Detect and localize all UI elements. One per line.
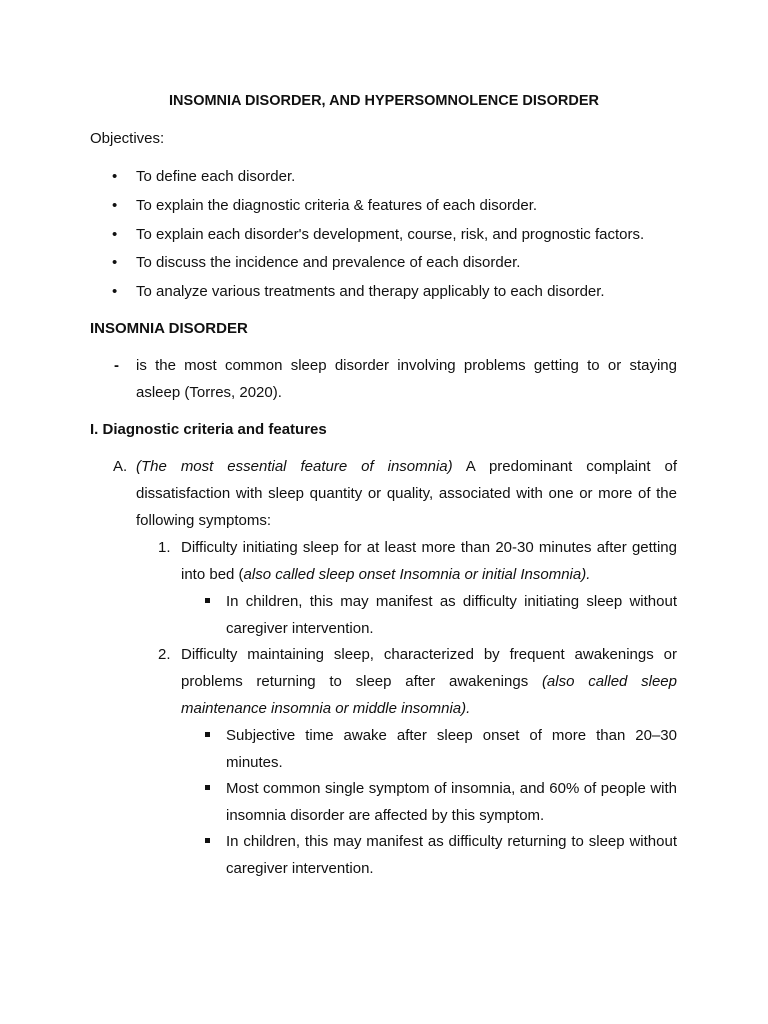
bullet-dot-icon: • [112, 254, 118, 271]
objectives-label: Objectives: [90, 130, 165, 147]
criteria-heading: I. Diagnostic criteria and features [90, 421, 327, 438]
square-bullet-icon [205, 598, 210, 603]
item-1-sub-text: In children, this may manifest as difficulty initiating sleep without caregiver intervention. [226, 593, 677, 637]
item-2-marker: 2. [158, 646, 171, 663]
bullet-dot-icon: • [112, 283, 118, 300]
item-1-marker: 1. [158, 539, 171, 556]
item-1-italic: also called sleep onset Insomnia or initial Insomnia). [243, 566, 591, 583]
item-2-sub-text: In children, this may manifest as difficulty returning to sleep without caregiver intervention. [226, 833, 677, 877]
insomnia-heading: INSOMNIA DISORDER [90, 320, 248, 337]
dash-marker: - [114, 357, 119, 374]
objective-text: To explain each disorder's development, course, risk, and prognostic factors. [136, 226, 645, 243]
item-a-marker: A. [113, 458, 128, 475]
square-bullet-icon [205, 838, 210, 843]
item-2-italic: (also called sleep maintenance insomnia or middle insomnia). [181, 673, 677, 717]
document-title: INSOMNIA DISORDER, AND HYPERSOMNOLENCE DISORDER [169, 93, 599, 109]
item-2-text [181, 641, 677, 722]
bullet-dot-icon: • [112, 168, 118, 185]
item-2-sub-text: Most common single symptom of insomnia, and 60% of people with insomnia disorder are affected by this symptom. [226, 780, 677, 824]
item-a-italic-lead: (The most essential feature of insomnia) [136, 458, 453, 475]
square-bullet-icon [205, 785, 210, 790]
objective-text: To explain the diagnostic criteria & features of each disorder. [136, 197, 538, 214]
item-a-body: A predominant complaint of dissatisfaction with sleep quantity or quality, associated with one or more of the following symptoms: [136, 458, 677, 529]
objective-text: To discuss the incidence and prevalence of each disorder. [136, 254, 521, 271]
item-2-body: Difficulty maintaining sleep, characterized by frequent awakenings or problems returning to sleep after awakenings [181, 646, 677, 690]
item-a-text [136, 453, 677, 534]
objective-text: To analyze various treatments and therapy applicably to each disorder. [136, 283, 605, 300]
square-bullet-icon [205, 732, 210, 737]
bullet-dot-icon: • [112, 226, 118, 243]
definition-text: is the most common sleep disorder involving problems getting to or staying asleep (Torres, 2020). [136, 357, 677, 401]
item-2-sub-text: Subjective time awake after sleep onset of more than 20–30 minutes. [226, 727, 677, 771]
item-1-body: Difficulty initiating sleep for at least more than 20-30 minutes after getting into bed ( [181, 539, 677, 583]
bullet-dot-icon: • [112, 197, 118, 214]
objective-text: To define each disorder. [136, 168, 296, 185]
item-1-text [181, 534, 677, 588]
